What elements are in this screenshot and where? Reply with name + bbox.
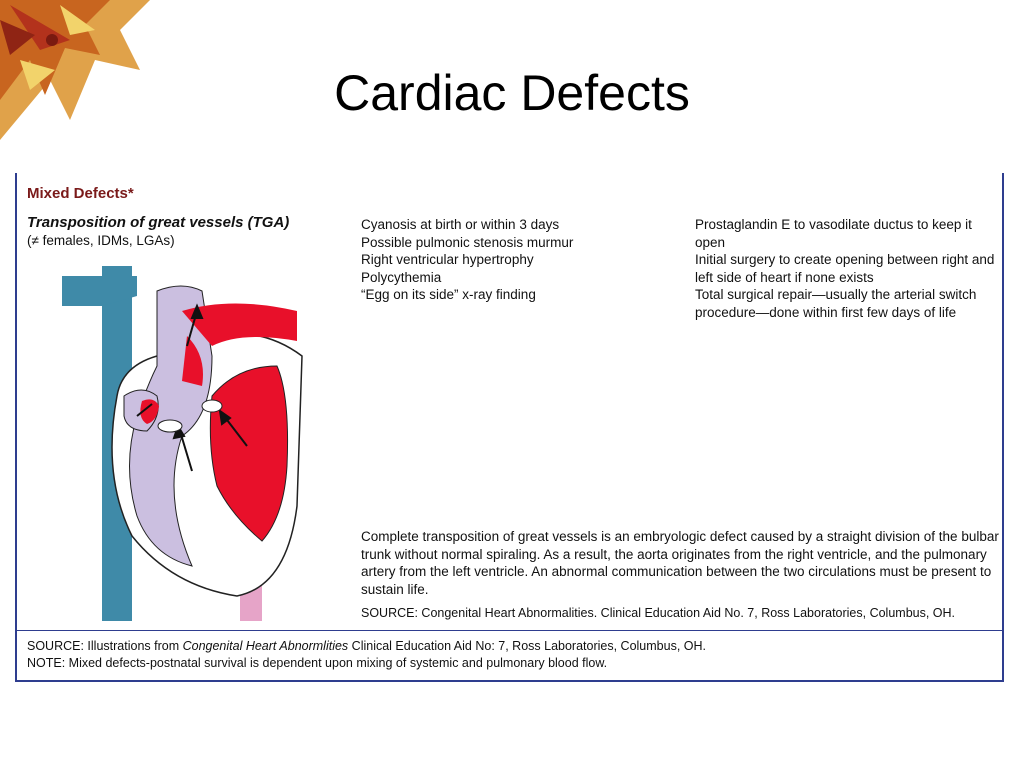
defect-description: Complete transposition of great vessels is an embryologic defect caused by a straight division of the bulbar trunk without normal spiraling. As a result, the aorta originates from the right ventricle, and the pulmonary artery from the left ventricle. An abnormal communication between the two circulations must be present to sustain life. bbox=[361, 529, 999, 597]
slide-title: Cardiac Defects bbox=[334, 65, 690, 121]
sign-item: Cyanosis at birth or within 3 days bbox=[361, 217, 560, 232]
section-heading: Mixed Defects* bbox=[27, 185, 134, 202]
footer-note: NOTE: Mixed defects-postnatal survival is dependent upon mixing of systemic and pulmonary blood flow. bbox=[27, 656, 608, 670]
signs-list bbox=[361, 216, 573, 304]
footer-source-suffix: Clinical Education Aid No: 7, Ross Laboratories, Columbus, OH. bbox=[348, 639, 706, 653]
sign-item: Polycythemia bbox=[361, 269, 442, 285]
treatment-item: Total surgical repair—usually the arterial switch procedure—done within first few days of life bbox=[695, 287, 977, 320]
footer-divider bbox=[17, 630, 1002, 631]
footer-notes bbox=[27, 638, 706, 672]
sign-item: “Egg on its side” x-ray finding bbox=[361, 287, 536, 302]
sign-item: Possible pulmonic stenosis murmur bbox=[361, 234, 574, 250]
defect-name: Transposition of great vessels (TGA) bbox=[27, 214, 290, 231]
footer-source bbox=[27, 638, 706, 655]
treatment-item: Prostaglandin E to vasodilate ductus to keep it open bbox=[695, 217, 972, 250]
footer-source-prefix: SOURCE: Illustrations from bbox=[27, 639, 183, 653]
footer-source-title: Congenital Heart Abnormlities bbox=[182, 639, 349, 653]
defects-table-panel bbox=[15, 173, 1004, 682]
defect-note: (≠ females, IDMs, LGAs) bbox=[27, 233, 175, 248]
inner-source-citation: SOURCE: Congenital Heart Abnormalities. Clinical Education Aid No. 7, Ross Laboratories, Columbus, OH. bbox=[361, 606, 956, 620]
heart-diagram bbox=[62, 266, 307, 621]
sign-item: Right ventricular hypertrophy bbox=[361, 252, 534, 267]
treatment-item: Initial surgery to create opening between right and left side of heart if none exists bbox=[695, 252, 995, 285]
treatment-list bbox=[695, 216, 995, 321]
